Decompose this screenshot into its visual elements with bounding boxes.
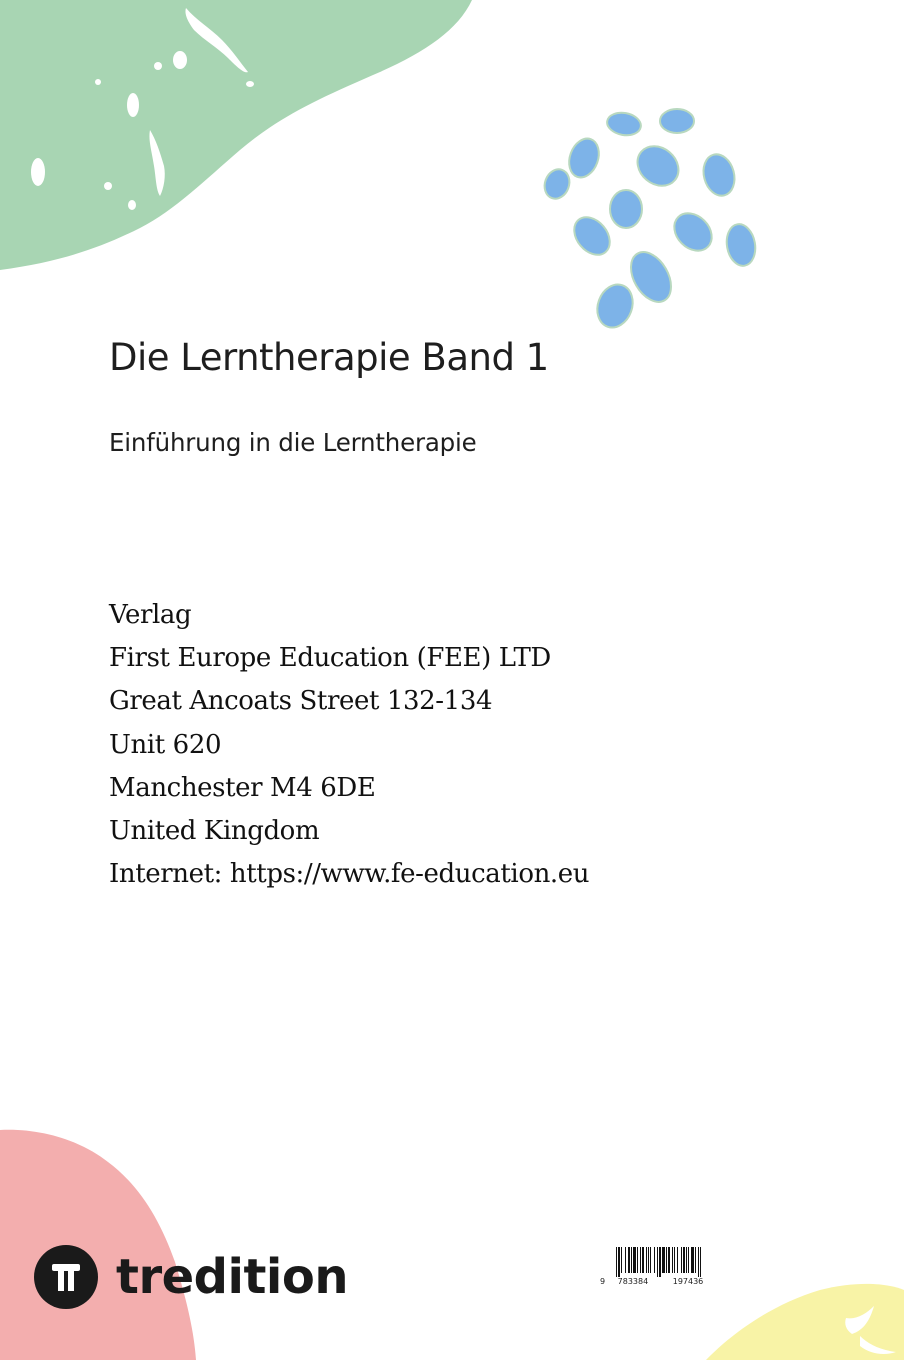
- publisher-city: Manchester M4 6DE: [109, 772, 376, 803]
- barcode-bar: [691, 1247, 694, 1273]
- blue-dot-cluster: [541, 109, 759, 332]
- tredition-logo-icon: [34, 1245, 98, 1309]
- barcode-bar: [654, 1247, 655, 1273]
- barcode-bar: [672, 1247, 673, 1273]
- barcode-bar: [681, 1247, 682, 1273]
- barcode-bar: [616, 1247, 617, 1277]
- publisher-company: First Europe Education (FEE) LTD: [109, 643, 551, 674]
- barcode-bar: [683, 1247, 685, 1273]
- publisher-street: Great Ancoats Street 132-134: [109, 686, 493, 717]
- barcode-bar: [695, 1247, 696, 1273]
- barcode-bar: [668, 1247, 670, 1273]
- barcode-bar: [618, 1247, 620, 1277]
- barcode-bar: [621, 1247, 622, 1273]
- barcode-bar: [640, 1247, 641, 1273]
- barcode-bar: [688, 1247, 689, 1273]
- publisher-label: Verlag: [109, 600, 192, 630]
- tredition-wordmark: tredition: [116, 1249, 349, 1305]
- barcode-bar: [625, 1247, 626, 1273]
- barcode-bar: [686, 1247, 687, 1273]
- barcode-bar: [698, 1247, 699, 1277]
- barcode-right-group: 197436: [672, 1277, 704, 1286]
- book-subtitle: Einführung in die Lerntherapie: [109, 428, 477, 457]
- barcode-bar: [659, 1247, 661, 1277]
- barcode-bar: [666, 1247, 667, 1273]
- isbn-barcode: [600, 1245, 734, 1287]
- barcode-numbers: [600, 1277, 734, 1286]
- publisher-address-block: [109, 594, 589, 896]
- barcode-bar: [662, 1247, 665, 1273]
- book-title: Die Lerntherapie Band 1: [109, 336, 549, 379]
- tredition-logo: [34, 1245, 348, 1309]
- barcode-bar: [674, 1247, 675, 1273]
- publisher-website: Internet: https://www.fe-education.eu: [109, 859, 590, 890]
- barcode-bar: [700, 1247, 701, 1277]
- publisher-country: United Kingdom: [109, 816, 320, 847]
- barcode-bar: [648, 1247, 649, 1273]
- barcode-bar: [657, 1247, 658, 1277]
- barcode-left-group: 783384: [617, 1277, 649, 1286]
- green-paint-blob: [0, 0, 472, 270]
- barcode-bar: [650, 1247, 651, 1273]
- barcode-bar: [677, 1247, 678, 1273]
- barcode-bar: [633, 1247, 636, 1273]
- barcode-bar: [637, 1247, 638, 1273]
- barcode-first-digit: 9: [600, 1277, 606, 1286]
- barcode-bars: [600, 1245, 734, 1277]
- barcode-bar: [628, 1247, 630, 1273]
- barcode-bar: [631, 1247, 632, 1273]
- barcode-bar: [642, 1247, 644, 1273]
- publisher-unit: Unit 620: [109, 729, 222, 760]
- barcode-bar: [646, 1247, 647, 1273]
